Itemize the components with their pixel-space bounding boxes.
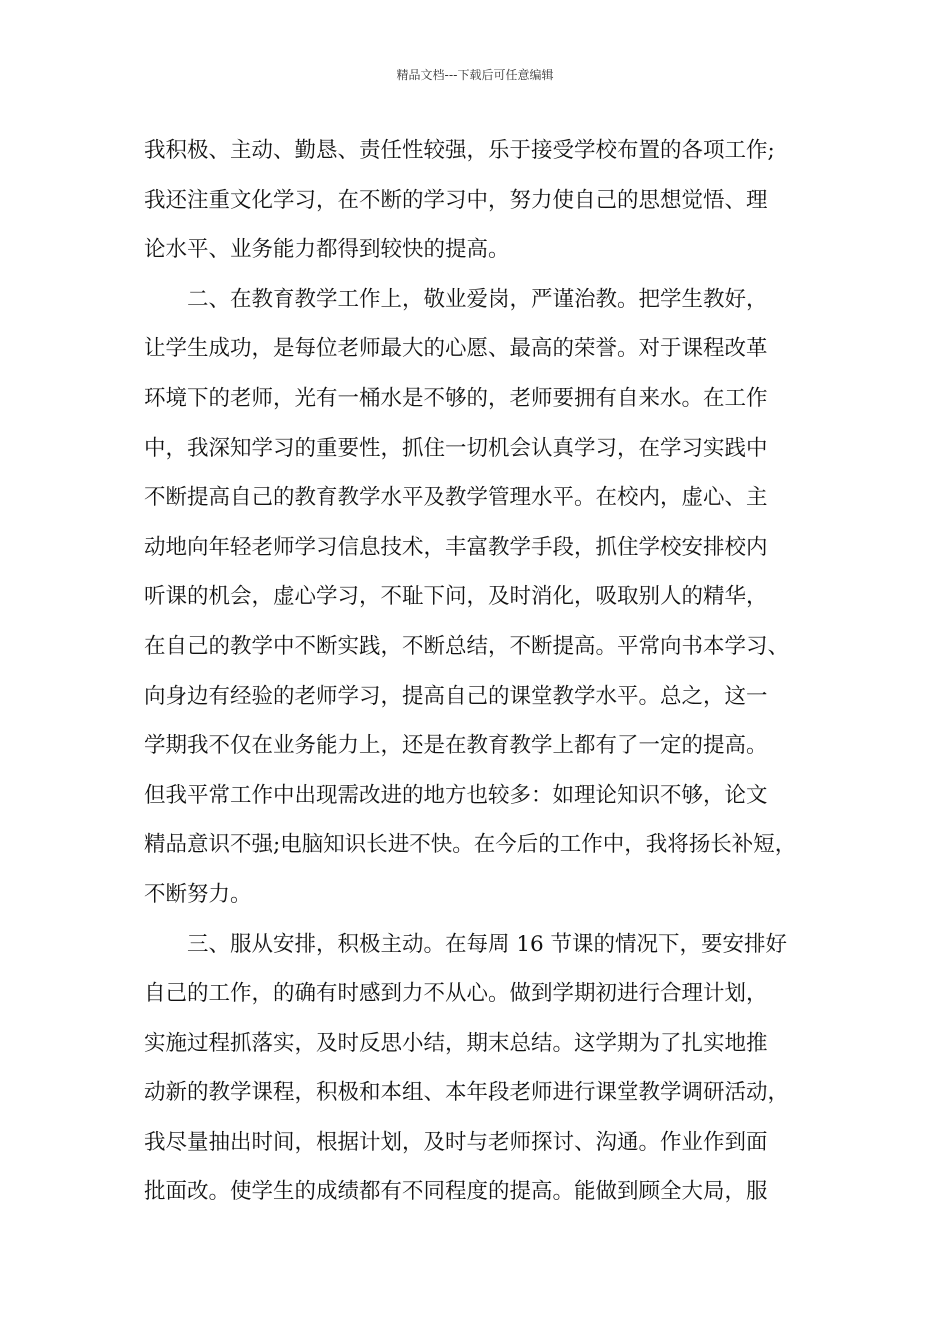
- text-line: 我尽量抽出时间，根据计划，及时与老师探讨、沟通。作业作到面: [144, 1129, 768, 1155]
- text-line: 二、在教育教学工作上，敬业爱岗，严谨治教。把学生教好，: [144, 286, 768, 312]
- text-line: 不断努力。: [144, 881, 252, 907]
- text-line: 三、服从安排，积极主动。在每周 16 节课的情况下，要安排好: [144, 931, 788, 957]
- text-line: 我积极、主动、勤恳、责任性较强，乐于接受学校布置的各项工作;: [144, 138, 775, 163]
- text-line: 动地向年轻老师学习信息技术，丰富教学手段，抓住学校安排校内: [144, 534, 768, 560]
- text-line: 向身边有经验的老师学习，提高自己的课堂教学水平。总之，这一: [144, 683, 768, 709]
- text-line: 让学生成功，是每位老师最大的心愿、最高的荣誉。对于课程改革: [144, 336, 768, 362]
- text-line: 但我平常工作中出现需改进的地方也较多：如理论知识不够，论文: [144, 782, 768, 808]
- text-line: 论水平、业务能力都得到较快的提高。: [144, 237, 510, 263]
- document-body: [144, 126, 834, 1217]
- text-line: 自己的工作，的确有时感到力不从心。做到学期初进行合理计划，: [144, 981, 768, 1007]
- text-line: 批面改。使学生的成绩都有不同程度的提高。能做到顾全大局，服: [144, 1179, 768, 1205]
- text-line: 不断提高自己的教育教学水平及教学管理水平。在校内，虚心、主: [144, 485, 768, 511]
- text-line: 听课的机会，虚心学习，不耻下问，及时消化，吸取别人的精华，: [144, 584, 768, 610]
- text-line: 环境下的老师，光有一桶水是不够的，老师要拥有自来水。在工作: [144, 385, 768, 411]
- text-line: 动新的教学课程，积极和本组、本年段老师进行课堂教学调研活动，: [144, 1080, 790, 1106]
- text-line: 在自己的教学中不断实践，不断总结，不断提高。平常向书本学习、: [144, 633, 790, 659]
- text-line: 我还注重文化学习，在不断的学习中，努力使自己的思想觉悟、理: [144, 187, 768, 213]
- text-line: 中，我深知学习的重要性，抓住一切机会认真学习，在学习实践中: [144, 435, 768, 461]
- text-line: 实施过程抓落实，及时反思小结，期末总结。这学期为了扎实地推: [144, 1030, 768, 1056]
- text-line: 精品意识不强;电脑知识长进不快。在今后的工作中，我将扬长补短，: [144, 832, 797, 858]
- page-header: 精品文档---下载后可任意编辑: [396, 68, 554, 82]
- text-line: 学期我不仅在业务能力上，还是在教育教学上都有了一定的提高。: [144, 733, 768, 759]
